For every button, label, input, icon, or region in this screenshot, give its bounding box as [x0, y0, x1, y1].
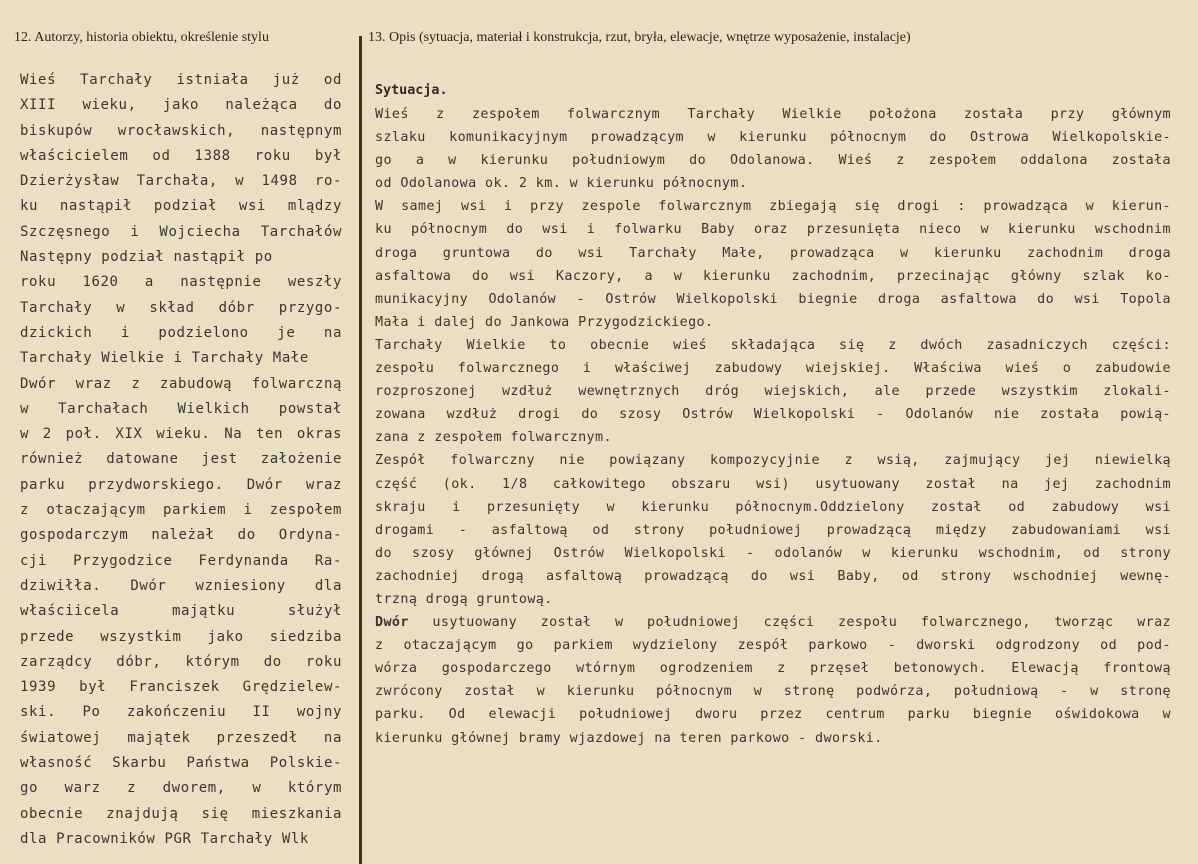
description-line: zwrócony został w kierunku północnym w stronę podwórza, południową - w stronę: [375, 684, 1171, 700]
history-line: Dzierżysław Tarchała, w 1498 ro-: [20, 173, 342, 190]
history-line: w 2 poł. XIX wieku. Na ten okras: [20, 426, 342, 443]
history-line: Tarchały w skład dóbr przygo-: [20, 299, 342, 316]
history-text: [20, 68, 342, 852]
description-line: parku. Od elewacji południowej dworu przez centrum parku biegnie oświdokowa w: [375, 707, 1171, 723]
description-line: skraju i przesunięty w kierunku północnym.Oddzielony został od zabudowy wsi: [375, 499, 1171, 515]
history-line: Wieś Tarchały istniała już od: [20, 72, 342, 88]
description-line: ku północnym do wsi i folwarku Baby oraz przesunięta nieco w kierunku wschodnim: [375, 222, 1171, 238]
history-line: zarządcy dóbr, którym do roku: [20, 653, 342, 670]
history-line: z otaczającym parkiem i zespołem: [20, 502, 342, 519]
history-line: właścicielem od 1388 roku był: [20, 147, 342, 164]
history-line: go warz z dworem, w którym: [20, 780, 342, 797]
history-line: własność Skarbu Państwa Polskie-: [20, 755, 342, 772]
description-line: drogami - asfaltową od strony południowej prowadzącą między zabudowaniami wsi: [375, 522, 1171, 538]
history-line: właściicela majątku służył: [20, 603, 342, 620]
history-line: Szczęsnego i Wojciecha Tarchałów: [20, 223, 342, 240]
description-line: W samej wsi i przy zespole folwarcznym zbiegają się drogi : prowadząca w kierun-: [375, 199, 1171, 215]
description-line: Mała i dalej do Jankowa Przygodzickiego.: [375, 314, 714, 330]
column-divider: [359, 36, 362, 864]
history-line: Tarchały Wielkie i Tarchały Małe: [20, 350, 309, 367]
manor-line-text: usytuowany został w południowej części zespołu folwarcznego, tworząc wraz: [432, 615, 1171, 631]
history-line: również datowane jest założenie: [20, 451, 342, 468]
description-line: szlaku komunikacyjnym prowadzącym w kierunku północnym do Ostrowa Wielkopolskie-: [375, 130, 1171, 146]
description-line: z otaczającym go parkiem wydzielony zespół parkowo - dworski odgrodzony od pod-: [375, 638, 1171, 654]
description-line: rozproszonej wzdłuż wewnętrznych dróg wiejskich, ale przede wszystkim zlokali-: [375, 384, 1171, 400]
left-column-header: 12. Autorzy, historia obiektu, określenie stylu: [14, 30, 269, 45]
history-line: światowej majątek przeszedł na: [20, 729, 342, 746]
description-text: [375, 78, 1171, 750]
description-line: kierunku głównej bramy wjazdowej na teren parkowo - dworski.: [375, 730, 883, 746]
history-line: gospodarczym należał do Ordyna-: [20, 527, 342, 544]
manor-lead-word: Dwór: [375, 615, 433, 631]
history-line: dziwiłła. Dwór wzniesiony dla: [20, 577, 342, 594]
history-line: w Tarchałach Wielkich powstał: [20, 400, 342, 417]
description-line: [375, 611, 1171, 634]
situation-heading: Sytuacja.: [375, 83, 448, 98]
right-column-header: 13. Opis (sytuacja, materiał i konstrukcja, rzut, bryła, elewacje, wnętrze wyposażenie, instalacje): [368, 30, 911, 45]
description-line: asfaltowa do wsi Kaczory, a w kierunku zachodnim, przecinając główny szlak ko-: [375, 268, 1171, 284]
description-line: wórza gospodarczego wtórnym ogrodzeniem z przęseł betonowych. Elewacją frontową: [375, 661, 1171, 677]
description-line: zana z zespołem folwarcznym.: [375, 430, 612, 446]
history-line: XIII wieku, jako należąca do: [20, 97, 342, 114]
description-line: część (ok. 1/8 całkowitego obszaru wsi) usytuowany został na jej zachodnim: [375, 476, 1171, 492]
history-line: Następny podział nastąpił po: [20, 249, 273, 266]
history-line: Dwór wraz z zabudową folwarczną: [20, 375, 342, 392]
history-line: roku 1620 a następnie weszły: [20, 274, 342, 291]
history-line: przede wszystkim jako siedziba: [20, 628, 342, 645]
history-line: dla Pracowników PGR Tarchały Wlk: [20, 830, 309, 847]
description-line: Wieś z zespołem folwarcznym Tarchały Wielkie położona została przy głównym: [375, 107, 1171, 122]
description-line: zespołu folwarcznego i właściwej zabudowy wiejskiej. Właściwa wieś o zabudowie: [375, 361, 1171, 377]
description-line: munikacyjny Odolanów - Ostrów Wielkopolski biegnie droga asfaltowa do wsi Topola: [375, 291, 1171, 307]
history-line: cji Przygodzice Ferdynanda Ra-: [20, 552, 342, 569]
history-line: parku przydworskiego. Dwór wraz: [20, 476, 342, 493]
history-line: obecnie znajdują się mieszkania: [20, 805, 342, 822]
description-line: od Odolanowa ok. 2 km. w kierunku północnym.: [375, 176, 748, 192]
description-line: trzną drogą gruntową.: [375, 591, 553, 607]
history-line: ski. Po zakończeniu II wojny: [20, 704, 342, 721]
description-line: go a w kierunku południowym do Odolanowa. Wieś z zespołem oddalona została: [375, 153, 1171, 169]
description-line: droga gruntowa do wsi Tarchały Małe, prowadząca w kierunku zachodnim droga: [375, 245, 1171, 261]
description-line: Tarchały Wielkie to obecnie wieś składająca się z dwóch zasadniczych części:: [375, 337, 1171, 353]
history-line: ku nastąpił podział wsi mlądzy: [20, 198, 342, 215]
description-line: do szosy głównej Ostrów Wielkopolski - odolanów w kierunku wschodnim, od strony: [375, 545, 1171, 561]
history-line: 1939 był Franciszek Grędzielew-: [20, 679, 342, 696]
description-line: Zespół folwarczny nie powiązany kompozycyjnie z wsią, zajmujący jej niewielką: [375, 453, 1171, 469]
history-line: dzickich i podzielono je na: [20, 324, 342, 341]
description-line: zachodniej drogą asfaltową prowadzącą do wsi Baby, od strony wschodniej wewnę-: [375, 568, 1171, 584]
description-line: zowana wzdłuż drogi do szosy Ostrów Wielkopolski - Odolanów nie została powią-: [375, 407, 1171, 423]
history-line: biskupów wrocławskich, następnym: [20, 122, 342, 139]
